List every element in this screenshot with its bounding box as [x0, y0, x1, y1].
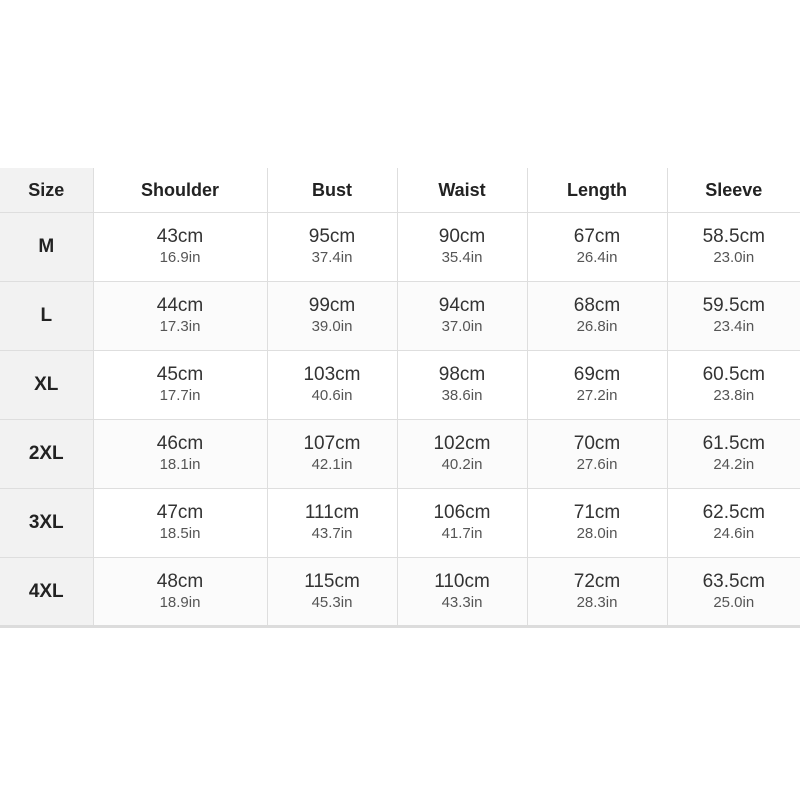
table-row [0, 213, 800, 282]
bust-cm-value: 107cm [303, 433, 361, 454]
table-row [0, 420, 800, 489]
shoulder-cm-value: 46cm [156, 433, 204, 454]
length-cm-value: 70cm [573, 433, 621, 454]
bust-cell [267, 351, 397, 420]
sleeve-inch-value: 25.0in [713, 593, 755, 611]
header-length: Length [527, 168, 667, 213]
bust-inch-value: 37.4in [311, 249, 353, 266]
shoulder-inch-value: 17.7in [159, 387, 201, 404]
size-chart-table [0, 168, 800, 628]
bust-inch-value: 39.0in [311, 318, 353, 335]
length-cm-value: 67cm [573, 226, 621, 247]
length-inch-value: 28.3in [576, 593, 618, 611]
waist-cell [397, 420, 527, 489]
sleeve-cell [667, 351, 800, 420]
bust-cm-value: 95cm [308, 226, 356, 247]
table-row [0, 489, 800, 558]
header-waist: Waist [397, 168, 527, 213]
waist-inch-value: 35.4in [441, 249, 483, 266]
size-label: 2XL [0, 420, 93, 489]
shoulder-cm-value: 48cm [156, 570, 204, 592]
waist-cell [397, 282, 527, 351]
shoulder-inch-value: 18.5in [159, 525, 201, 542]
bust-cell [267, 558, 397, 627]
bust-cm-value: 103cm [303, 364, 361, 385]
length-cell [527, 282, 667, 351]
length-cm-value: 72cm [573, 570, 621, 592]
bust-inch-value: 42.1in [311, 456, 353, 473]
waist-cm-value: 98cm [438, 364, 486, 385]
sleeve-inch-value: 23.0in [713, 249, 755, 266]
sleeve-cm-value: 59.5cm [702, 295, 765, 316]
shoulder-inch-value: 18.9in [159, 593, 201, 611]
header-bust: Bust [267, 168, 397, 213]
size-chart-body [0, 213, 800, 627]
sleeve-cm-value: 63.5cm [702, 570, 765, 592]
sleeve-cell [667, 420, 800, 489]
sleeve-cell [667, 489, 800, 558]
waist-cell [397, 558, 527, 627]
bust-cm-value: 115cm [304, 570, 360, 592]
table-row [0, 351, 800, 420]
sleeve-inch-value: 23.8in [713, 387, 755, 404]
shoulder-cm-value: 45cm [156, 364, 204, 385]
bust-cell [267, 282, 397, 351]
shoulder-cell [93, 213, 267, 282]
waist-inch-value: 38.6in [441, 387, 483, 404]
length-inch-value: 28.0in [576, 525, 618, 542]
waist-inch-value: 41.7in [441, 525, 483, 542]
bust-cm-value: 111cm [304, 502, 360, 523]
shoulder-inch-value: 17.3in [159, 318, 201, 335]
length-cell [527, 489, 667, 558]
shoulder-inch-value: 18.1in [159, 456, 201, 473]
waist-inch-value: 40.2in [441, 456, 483, 473]
sleeve-cm-value: 61.5cm [702, 433, 765, 454]
length-inch-value: 27.2in [576, 387, 618, 404]
length-cell [527, 558, 667, 627]
header-size: Size [0, 168, 93, 213]
bust-cm-value: 99cm [308, 295, 356, 316]
length-cell [527, 213, 667, 282]
shoulder-cm-value: 44cm [156, 295, 204, 316]
length-cell [527, 351, 667, 420]
shoulder-cm-value: 43cm [156, 226, 204, 247]
length-inch-value: 27.6in [576, 456, 618, 473]
waist-inch-value: 37.0in [441, 318, 483, 335]
sleeve-cm-value: 62.5cm [702, 502, 765, 523]
length-inch-value: 26.8in [576, 318, 618, 335]
shoulder-cell [93, 282, 267, 351]
waist-cm-value: 90cm [438, 226, 486, 247]
size-chart-header [0, 168, 800, 213]
waist-cm-value: 102cm [433, 433, 491, 454]
shoulder-cell [93, 351, 267, 420]
size-label: 3XL [0, 489, 93, 558]
waist-cell [397, 489, 527, 558]
sleeve-cell [667, 282, 800, 351]
bust-cell [267, 489, 397, 558]
sleeve-inch-value: 24.6in [713, 525, 755, 542]
size-label: L [0, 282, 93, 351]
waist-cell [397, 351, 527, 420]
bust-inch-value: 40.6in [311, 387, 353, 404]
length-cm-value: 69cm [573, 364, 621, 385]
shoulder-cell [93, 489, 267, 558]
header-shoulder: Shoulder [93, 168, 267, 213]
size-label: XL [0, 351, 93, 420]
length-cm-value: 71cm [573, 502, 621, 523]
table-row [0, 282, 800, 351]
waist-cell [397, 213, 527, 282]
waist-cm-value: 94cm [438, 295, 486, 316]
length-cm-value: 68cm [573, 295, 621, 316]
shoulder-cell [93, 558, 267, 627]
shoulder-cell [93, 420, 267, 489]
shoulder-inch-value: 16.9in [159, 249, 201, 266]
bust-cell [267, 420, 397, 489]
waist-cm-value: 110cm [434, 570, 490, 592]
size-label: M [0, 213, 93, 282]
sleeve-cell [667, 213, 800, 282]
sleeve-cell [667, 558, 800, 627]
shoulder-cm-value: 47cm [156, 502, 204, 523]
sleeve-inch-value: 23.4in [713, 318, 755, 335]
header-sleeve: Sleeve [667, 168, 800, 213]
waist-cm-value: 106cm [433, 502, 491, 523]
waist-inch-value: 43.3in [441, 593, 483, 611]
size-label: 4XL [0, 558, 93, 627]
header-row [0, 168, 800, 213]
bust-inch-value: 43.7in [311, 525, 353, 542]
table-row [0, 558, 800, 627]
length-inch-value: 26.4in [576, 249, 618, 266]
bust-cell [267, 213, 397, 282]
sleeve-cm-value: 60.5cm [702, 364, 765, 385]
bust-inch-value: 45.3in [311, 593, 353, 611]
sleeve-inch-value: 24.2in [713, 456, 755, 473]
sleeve-cm-value: 58.5cm [702, 226, 765, 247]
length-cell [527, 420, 667, 489]
